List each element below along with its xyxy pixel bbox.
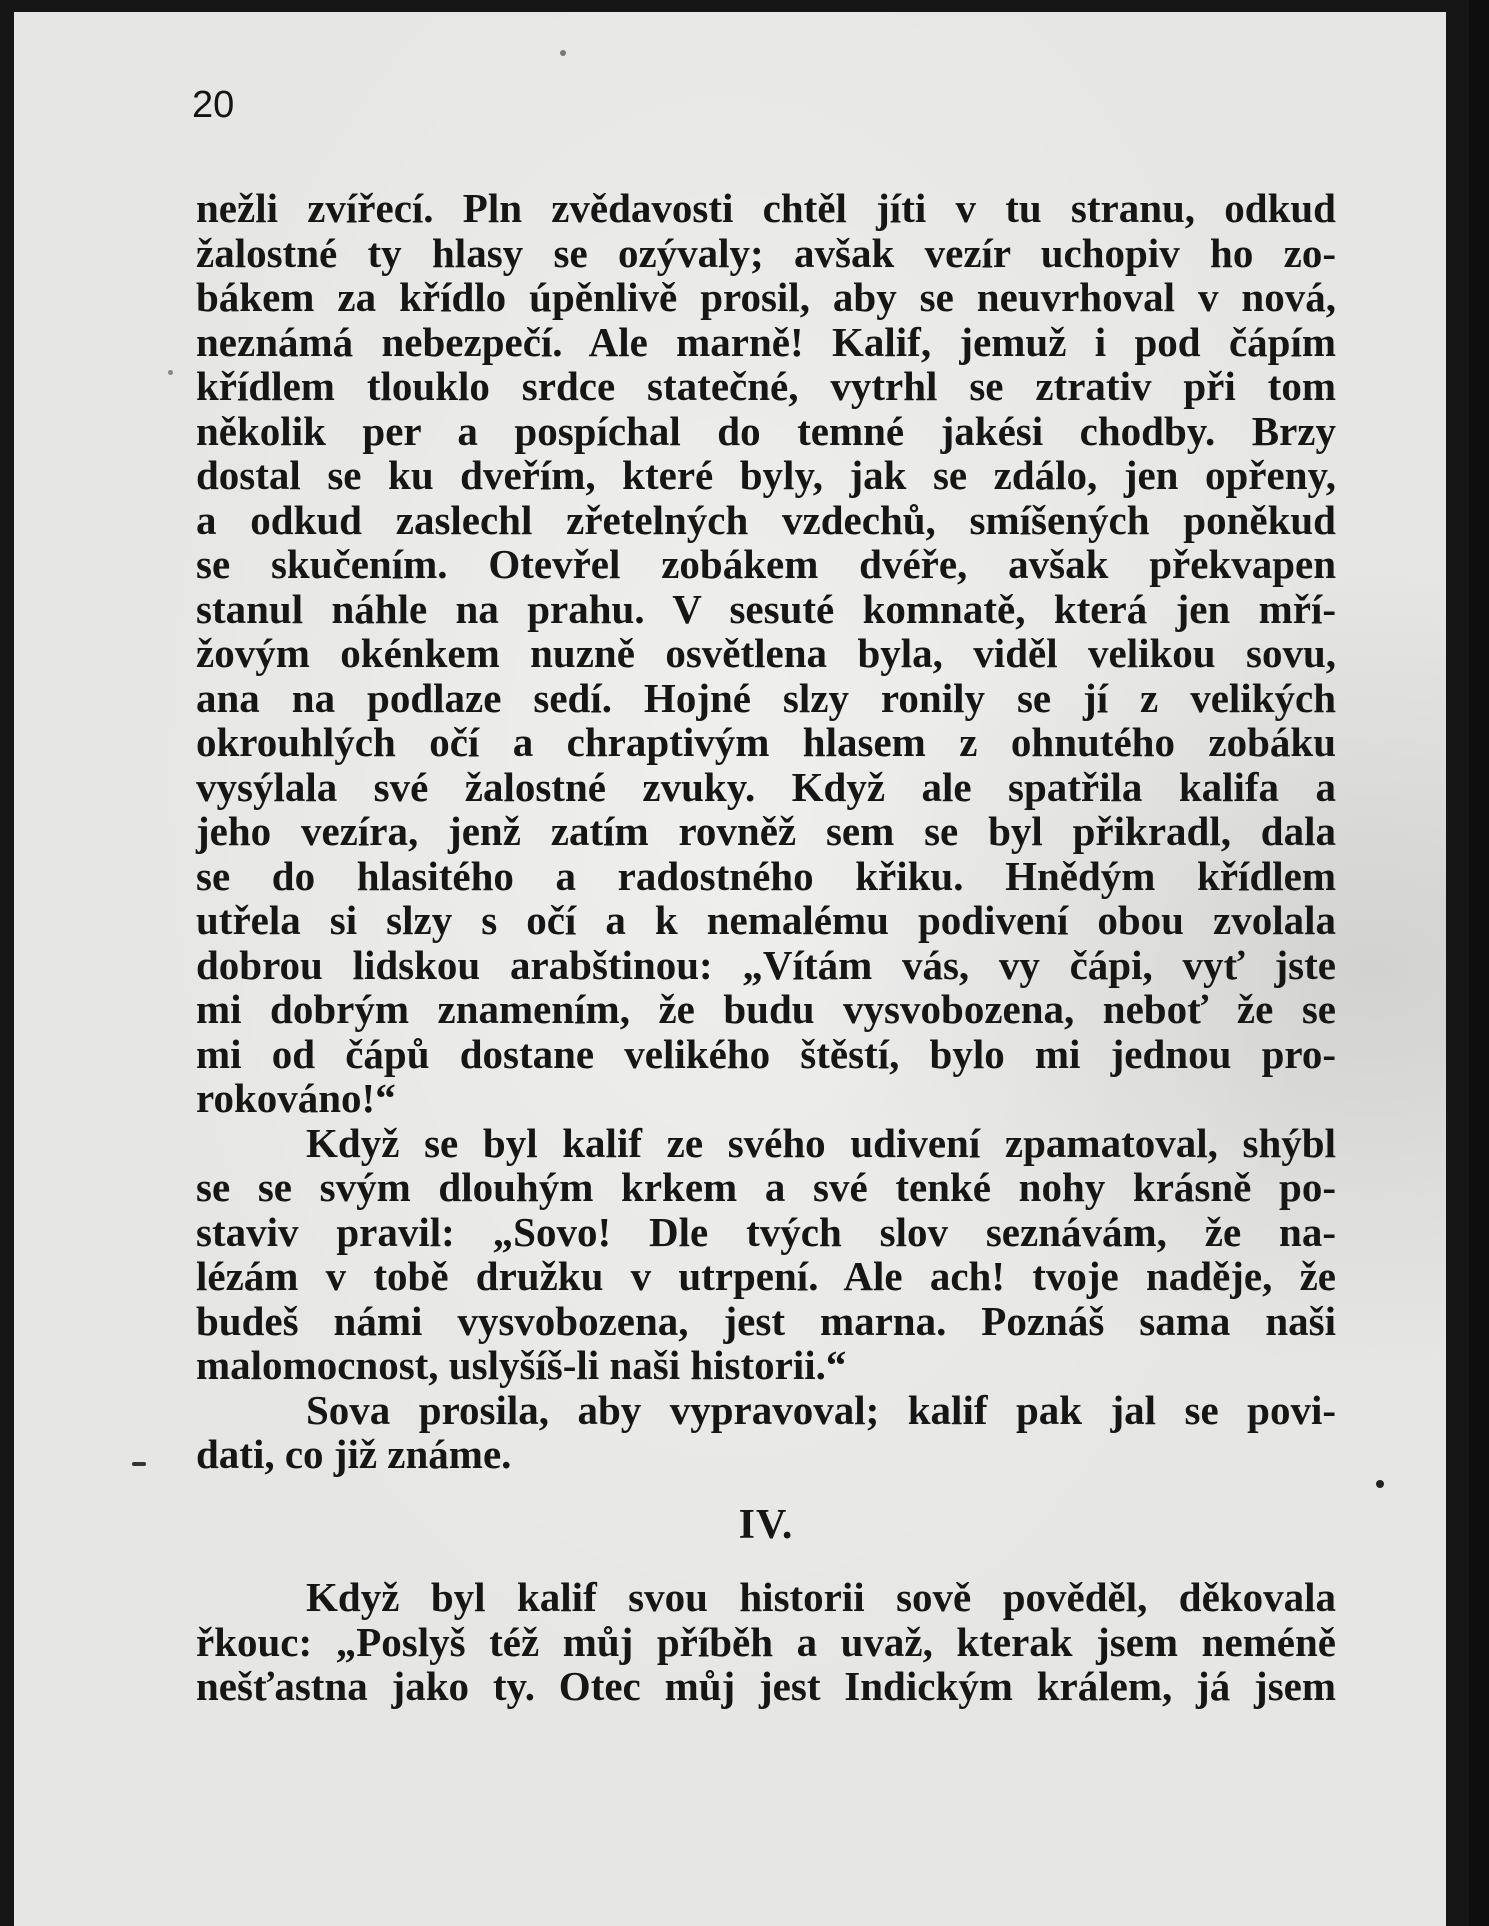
- paragraph-4: [196, 1575, 1336, 1709]
- print-speck: [132, 1462, 146, 1466]
- text-line: mi od čápů dostane velikého štěstí, bylo mi jednou pro-: [196, 1030, 1336, 1077]
- text-line: malomocnost, uslyšíš-li naši historii.“: [196, 1342, 847, 1388]
- text-line: a odkud zaslechl zřetelných vzdechů, smíšených poněkud: [196, 496, 1336, 543]
- text-line: mi dobrým znamením, že budu vysvobozena, neboť že se: [196, 986, 1336, 1032]
- text-line: dati, co již známe.: [196, 1431, 512, 1477]
- text-line: Když se byl kalif ze svého udivení zpamatoval, shýbl: [306, 1119, 1336, 1166]
- text-line: křídlem tlouklo srdce statečné, vytrhl se ztrativ při tom: [196, 363, 1336, 409]
- text-line: bákem za křídlo úpěnlivě prosil, aby se neuvrhoval v nová,: [196, 274, 1336, 320]
- text-line: lézám v tobě družku v utrpení. Ale ach! tvoje naděje, že: [196, 1253, 1336, 1299]
- print-speck: [168, 370, 173, 375]
- text-line: se do hlasitého a radostného křiku. Hnědým křídlem: [196, 852, 1336, 899]
- text-line: Když byl kalif svou historii sově pověděl, děkovala: [306, 1574, 1336, 1620]
- text-line: řkouc: „Poslyš též můj příběh a uvaž, kterak jsem neméně: [196, 1618, 1336, 1665]
- text-line: rokováno!“: [196, 1075, 396, 1121]
- text-line: neznámá nebezpečí. Ale marně! Kalif, jemuž i pod čápím: [196, 318, 1336, 365]
- chapter-heading: IV.: [738, 1501, 794, 1548]
- paragraph-1: [196, 186, 1336, 1121]
- text-line: jeho vezíra, jenž zatím rovněž sem se byl přikradl, dala: [196, 808, 1336, 854]
- text-line: nežli zvířecí. Pln zvědavosti chtěl jíti v tu stranu, odkud: [196, 185, 1336, 231]
- print-speck: [560, 50, 566, 56]
- text-line: dostal se ku dveřím, které byly, jak se zdálo, jen opřeny,: [196, 452, 1336, 498]
- text-line: utřela si slzy s očí a k nemalému podivení obou zvolala: [196, 897, 1336, 943]
- text-line: se se svým dlouhým krkem a své tenké nohy krásně po-: [196, 1164, 1336, 1210]
- text-line: vysýlala své žalostné zvuky. Když ale spatřila kalifa a: [196, 763, 1336, 810]
- text-line: žovým okénkem nuzně osvětlena byla, viděl velikou sovu,: [196, 630, 1336, 676]
- paragraph-2: [196, 1121, 1336, 1388]
- text-line: nešťastna jako ty. Otec můj jest Indickým králem, já jsem: [196, 1663, 1336, 1709]
- text-line: žalostné ty hlasy se ozývaly; avšak vezír uchopiv ho zo-: [196, 229, 1336, 276]
- text-line: několik per a pospíchal do temné jakési chodby. Brzy: [196, 407, 1336, 454]
- text-line: stanul náhle na prahu. V sesuté komnatě, která jen mří-: [196, 585, 1336, 632]
- print-speck: [1376, 1480, 1384, 1488]
- text-line: Sova prosila, aby vypravoval; kalif pak jal se povi-: [306, 1386, 1336, 1433]
- text-line: dobrou lidskou arabštinou: „Vítám vás, vy čápi, vyť jste: [196, 941, 1336, 988]
- text-line: budeš námi vysvobozena, jest marna. Poznáš sama naši: [196, 1297, 1336, 1344]
- text-line: se skučením. Otevřel zobákem dvéře, avšak překvapen: [196, 541, 1336, 587]
- text-line: staviv pravil: „Sovo! Dle tvých slov seznávám, že na-: [196, 1208, 1336, 1255]
- body-text: [196, 186, 1336, 1709]
- page-edge-shadow: [1469, 0, 1489, 1926]
- page-number: 20: [192, 84, 235, 126]
- text-line: ana na podlaze sedí. Hojné slzy ronily se jí z velikých: [196, 674, 1336, 721]
- paragraph-3: [196, 1388, 1336, 1477]
- text-line: okrouhlých očí a chraptivým hlasem z ohnutého zobáku: [196, 719, 1336, 765]
